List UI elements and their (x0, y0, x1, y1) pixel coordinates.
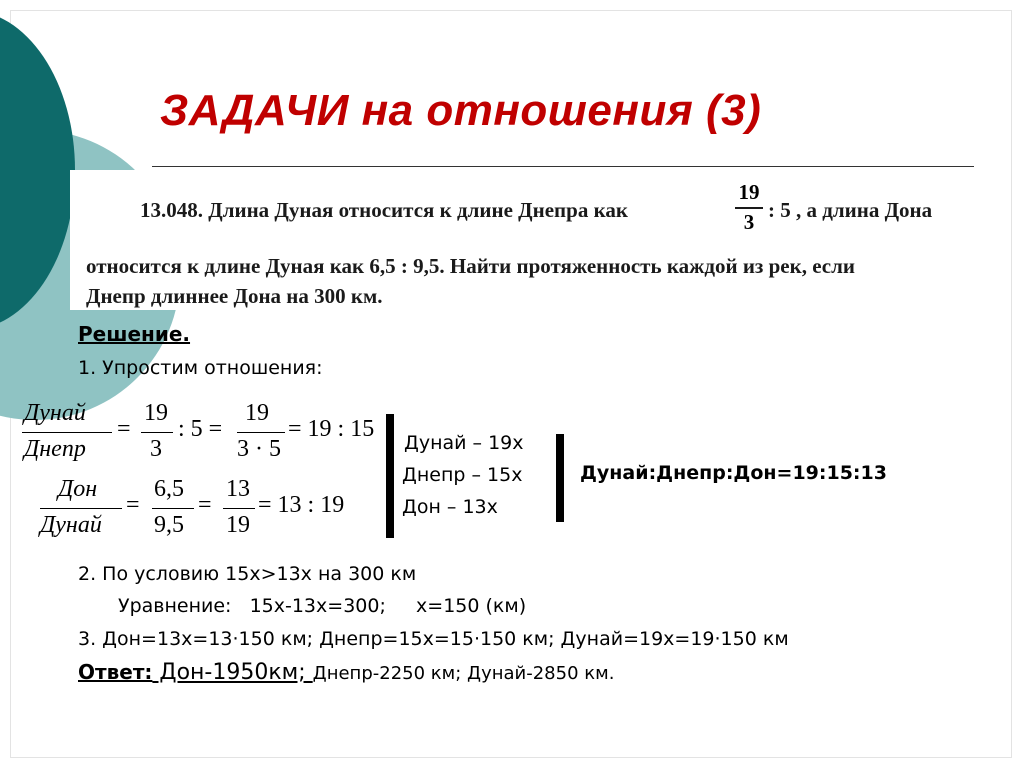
eq1-lhs-den: Днепр (24, 436, 86, 462)
eq1-f2-line (237, 432, 285, 433)
eq1-f2-den: 3 · 5 (237, 436, 281, 462)
step-1: 1. Упростим отношения: (78, 357, 323, 379)
problem-frac-line (735, 207, 763, 209)
eq1-f1-num: 19 (144, 400, 168, 426)
problem-text-1b: : 5 , а длина Дона (768, 198, 933, 222)
eq2-lhs-num: Дон (58, 476, 98, 502)
combined-ratio: Дунай:Днепр:Дон=19:15:13 (580, 462, 887, 484)
eq2-f2-line (223, 508, 255, 509)
solution-heading: Решение. (78, 322, 191, 346)
title-divider (152, 166, 974, 167)
eq2-f1-num: 6,5 (154, 476, 184, 502)
mapping-don: Дон – 13х (402, 496, 498, 518)
problem-line-1 (140, 198, 628, 223)
eq1-f1-den: 3 (150, 436, 162, 462)
problem-text-1a: Длина Дуная относится к длине Днепра как (208, 198, 628, 222)
eq1-lhs-num: Дунай (24, 400, 86, 426)
answer-don: Дон-1950км; (152, 660, 313, 685)
eq1-equals: = (117, 416, 131, 442)
answer-rest: Днепр-2250 км; Дунай-2850 км. (312, 663, 615, 684)
mapping-danube: Дунай – 19х (404, 432, 524, 454)
mapping-dnieper: Днепр – 15х (402, 464, 523, 486)
eq1-f1-line (141, 432, 173, 433)
equation-line: Уравнение: 15х-13х=300; х=150 (км) (118, 595, 527, 617)
eq2-f1-line (152, 508, 194, 509)
eq2-equals-a: = (126, 492, 140, 518)
system-bracket-left (386, 414, 394, 538)
slide-title: ЗАДАЧИ на отношения (3) (160, 86, 762, 135)
eq2-equals-b: = (198, 492, 212, 518)
eq2-lhs-den: Дунай (40, 512, 102, 538)
eq1-op1: : 5 = (178, 416, 223, 442)
eq2-lhs-line (40, 508, 122, 509)
eq1-lhs-line (22, 432, 112, 433)
eq2-f1-den: 9,5 (154, 512, 184, 538)
step-2: 2. По условию 15х>13х на 300 км (78, 563, 417, 585)
system-bracket-right (556, 434, 564, 522)
problem-line-3: Днепр длиннее Дона на 300 км. (86, 284, 383, 308)
problem-frac-den: 3 (743, 210, 755, 234)
answer-line (78, 660, 614, 685)
problem-line-2: относится к длине Дуная как 6,5 : 9,5. Найти протяженность каждой из рек, если (86, 254, 855, 278)
eq1-f2-num: 19 (245, 400, 269, 426)
eq2-result: = 13 : 19 (258, 492, 345, 518)
problem-frac-num: 19 (738, 180, 760, 204)
eq2-f2-num: 13 (226, 476, 250, 502)
eq1-result: = 19 : 15 (288, 416, 375, 442)
answer-label: Ответ: (78, 660, 153, 684)
step-3: 3. Дон=13х=13·150 км; Днепр=15х=15·150 км; Дунай=19х=19·150 км (78, 628, 789, 650)
problem-number: 13.048. (140, 198, 203, 222)
eq2-f2-den: 19 (226, 512, 250, 538)
